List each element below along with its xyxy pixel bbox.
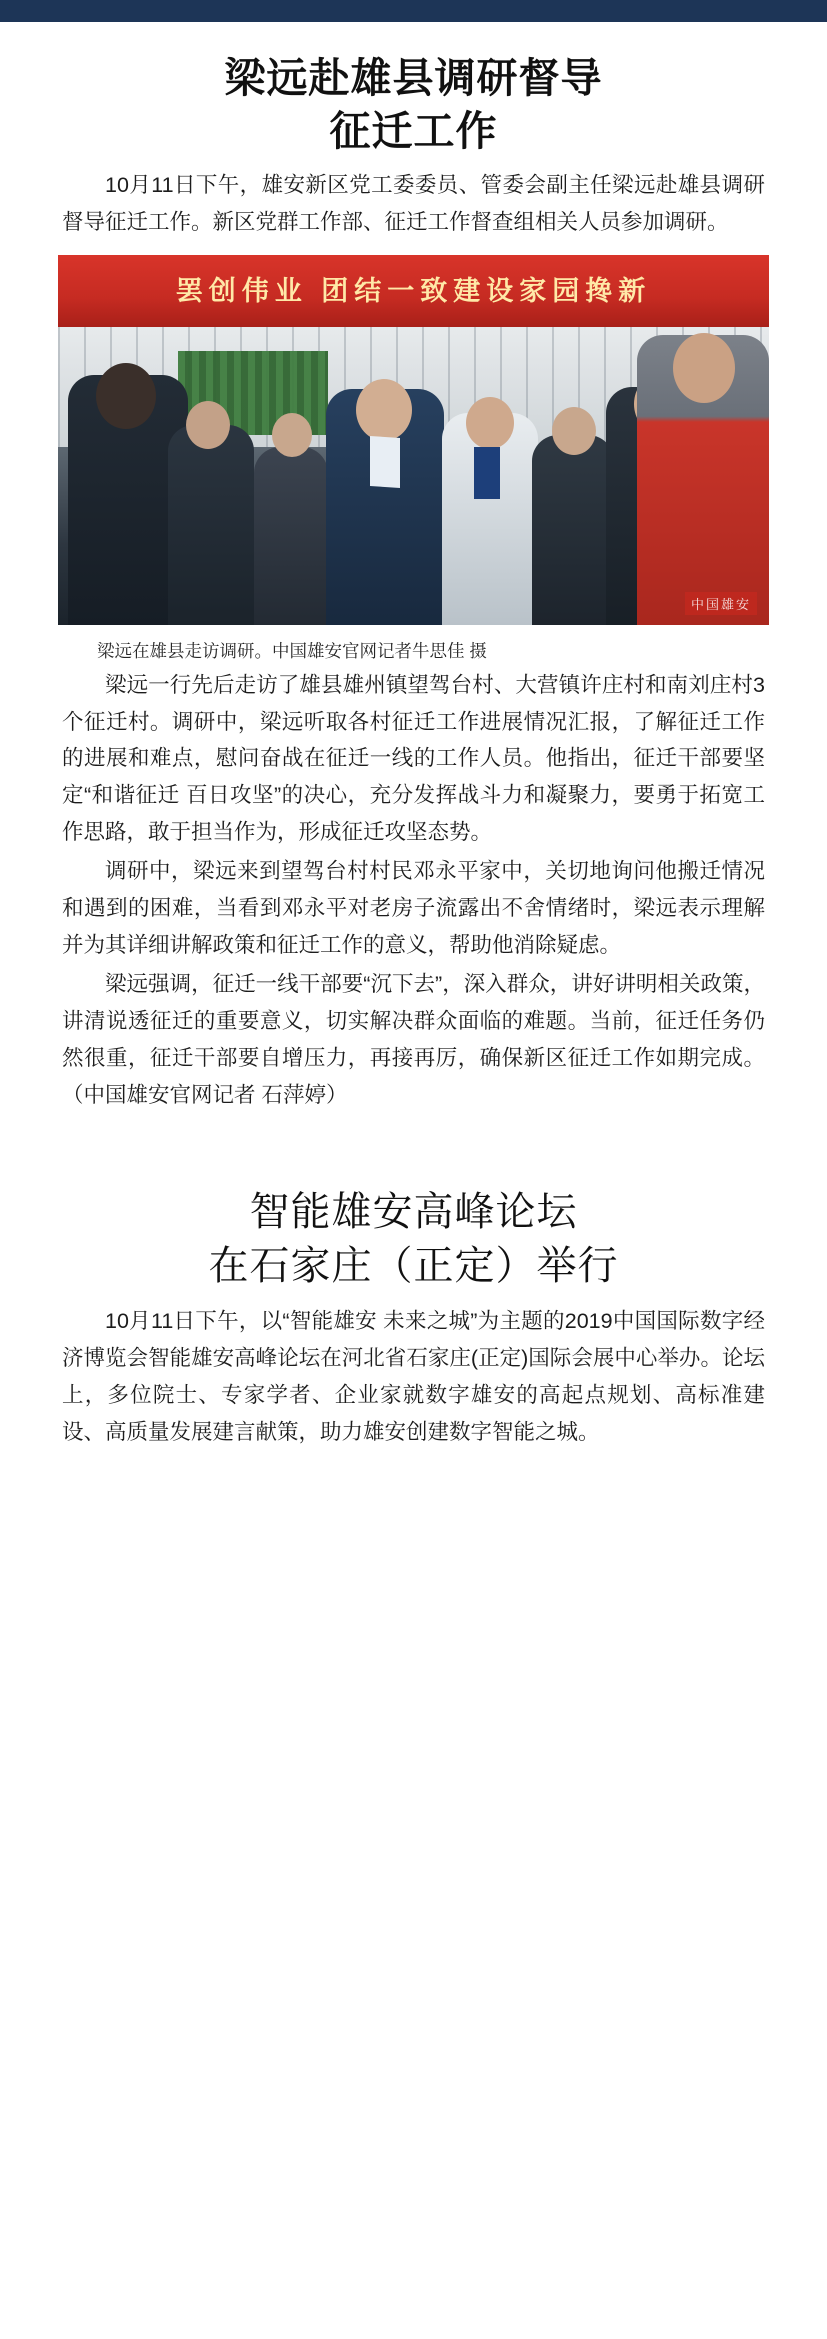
article-1-photo	[58, 255, 769, 625]
article-1-figure	[0, 255, 827, 665]
article-1-intro	[0, 167, 827, 241]
photo-person-8-head	[673, 333, 735, 403]
photo-watermark: 中国雄安	[685, 592, 757, 615]
photo-red-banner	[58, 255, 769, 327]
article-1-paragraph-3: 调研中，梁远来到望驾台村村民邓永平家中，关切地询问他搬迁情况和遇到的困难，当看到邓永平对老房子流露出不舍情绪时，梁远表示理解并为其详细讲解政策和征迁工作的意义，帮助他消除疑虑。	[62, 859, 765, 958]
article-2-title-line-2: 在石家庄（正定）举行	[208, 1243, 619, 1288]
photo-person-3	[254, 447, 328, 625]
article-1-paragraph-2: 梁远一行先后走访了雄县雄州镇望驾台村、大营镇许庄村和南刘庄村3个征迁村。调研中，梁远听取各村征迁工作进展情况汇报，了解征迁工作的进展和难点，慰问奋战在征迁一线的工作人员。他指出，征迁干部要坚定“和谐征迁 百日攻坚”的决心，充分发挥战斗力和凝聚力，要勇于拓宽工作思路，敢于担当作为，形成征迁攻坚态势。	[62, 672, 765, 845]
article-1-paragraph-1: 10月11日下午，雄安新区党工委委员、管委会副主任梁远赴雄县调研督导征迁工作。新区党群工作部、征迁工作督查组相关人员参加调研。	[62, 172, 765, 234]
article-2-body	[0, 1303, 827, 1451]
top-decoration-bar	[0, 0, 827, 22]
photo-person-2-head	[186, 401, 230, 449]
article-1-title-line-1: 梁远赴雄县调研督导	[224, 55, 603, 101]
article-2-title	[0, 1176, 827, 1303]
photo-person-6-head	[552, 407, 596, 455]
article-1-paragraph-4: 梁远强调，征迁一线干部要“沉下去”，深入群众，讲好讲明相关政策，讲清说透征迁的重要意义，切实解决群众面临的难题。当前，征迁任务仍然很重，征迁干部要自增压力，再接再厉，确保新区征迁工作如期完成。（中国雄安官网记者 石萍婷）	[62, 972, 765, 1108]
article-1-caption: 梁远在雄县走访调研。中国雄安官网记者牛思佳 摄	[97, 640, 487, 661]
photo-banner-text: 罢创伟业 团结一致建设家园搀新	[175, 275, 652, 306]
photo-person-5-head	[466, 397, 514, 449]
article-1	[0, 22, 827, 1114]
article-1-title-line-2: 征迁工作	[329, 108, 498, 155]
photo-person-2	[168, 425, 254, 625]
article-2-title-line-1: 智能雄安高峰论坛	[249, 1190, 578, 1235]
photo-person-5-lanyard	[474, 447, 500, 499]
article-2	[0, 1176, 827, 1451]
photo-person-4-shirt	[370, 435, 400, 487]
photo-person-6	[532, 435, 614, 625]
article-separator	[0, 1116, 827, 1176]
article-1-body	[0, 667, 827, 1115]
photo-person-4-head	[356, 379, 412, 441]
photo-person-3-head	[272, 413, 312, 457]
article-2-paragraph-1: 10月11日下午，以“智能雄安 未来之城”为主题的2019中国国际数字经济博览会智能雄安高峰论坛在河北省石家庄(正定)国际会展中心举办。论坛上，多位院士、专家学者、企业家就数字雄安的高起点规划、高标准建设、高质量发展建言献策，助力雄安创建数字智能之城。	[62, 1309, 765, 1445]
photo-person-1-head	[96, 363, 156, 429]
article-1-title	[0, 22, 827, 167]
